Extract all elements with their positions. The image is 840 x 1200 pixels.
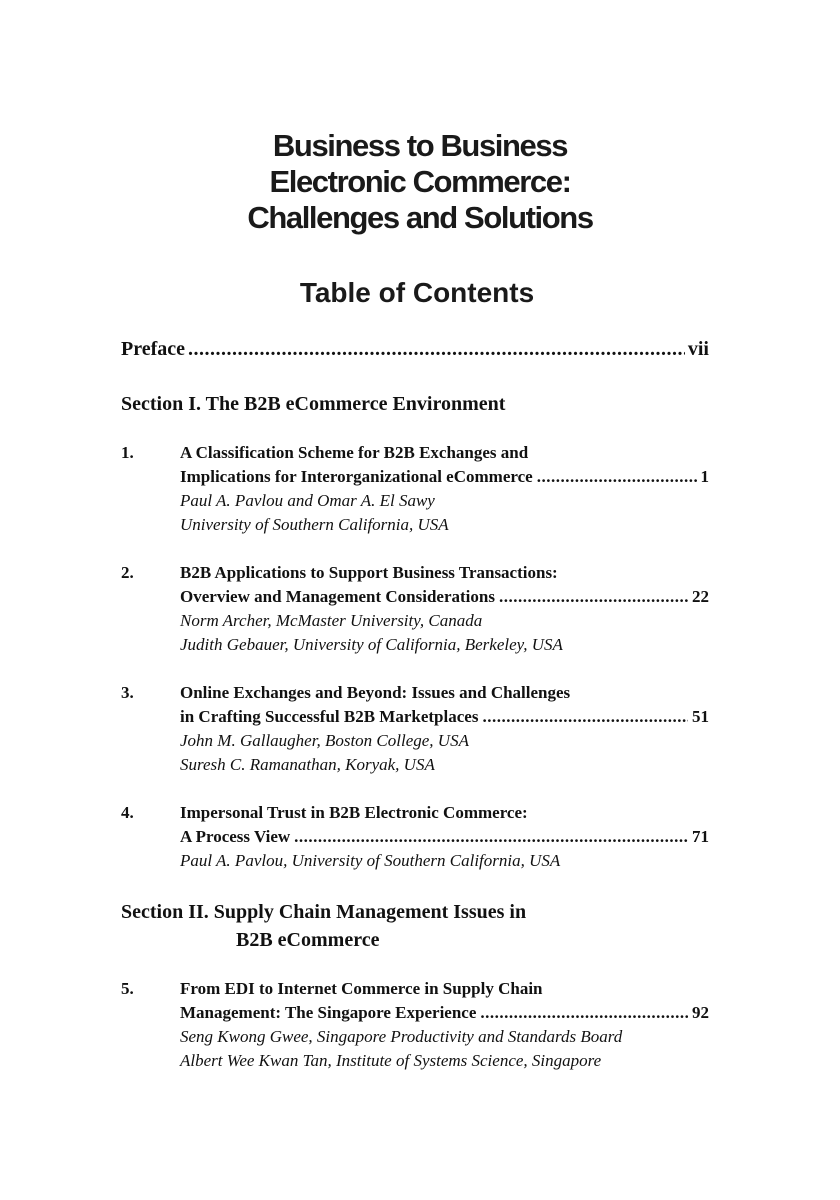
- dot-leader: [294, 825, 688, 849]
- chapter-author: University of Southern California, USA: [180, 515, 449, 534]
- dot-leader: [480, 1001, 688, 1025]
- book-title-line: Challenges and Solutions: [247, 200, 593, 235]
- toc-entry: [121, 561, 709, 657]
- chapter-title-line: From EDI to Internet Commerce in Supply Chain: [180, 979, 543, 998]
- toc-entry: [121, 441, 709, 537]
- chapter-number: 2.: [121, 563, 134, 582]
- chapter-title-line: [180, 825, 709, 849]
- chapter-title-text: Management: The Singapore Experience: [180, 1003, 477, 1022]
- chapter-page-number: 51: [692, 707, 709, 726]
- chapter-title-line: Online Exchanges and Beyond: Issues and Challenges: [180, 683, 571, 702]
- dot-leader: [537, 465, 697, 489]
- chapter-page-number: 71: [692, 827, 709, 846]
- chapter-author: Suresh C. Ramanathan, Koryak, USA: [180, 755, 435, 774]
- dot-leader: [188, 336, 685, 362]
- book-title-line: Business to Business: [272, 128, 568, 163]
- chapter-title-line: [180, 1001, 709, 1025]
- chapter-author: Norm Archer, McMaster University, Canada: [180, 611, 483, 630]
- chapter-title-text: A Process View: [180, 827, 291, 846]
- chapter-author: Judith Gebauer, University of California, Berkeley, USA: [180, 635, 563, 654]
- chapter-title-text: Overview and Management Considerations: [180, 587, 495, 606]
- book-title: [0, 128, 840, 236]
- chapter-number: 4.: [121, 803, 134, 822]
- book-title-line: Electronic Commerce:: [269, 164, 571, 199]
- chapter-number: 1.: [121, 443, 134, 462]
- section-heading: [121, 898, 721, 954]
- preface-label: Preface: [121, 338, 186, 360]
- chapter-title-line: B2B Applications to Support Business Transactions:: [180, 563, 558, 582]
- chapter-number: 5.: [121, 979, 134, 998]
- toc-entry: [121, 681, 709, 777]
- toc-entry: [121, 801, 709, 873]
- chapter-title-text: in Crafting Successful B2B Marketplaces: [180, 707, 479, 726]
- chapter-author: John M. Gallaugher, Boston College, USA: [180, 731, 469, 750]
- chapter-page-number: 22: [692, 587, 709, 606]
- chapter-title-line: Impersonal Trust in B2B Electronic Commerce:: [180, 803, 528, 822]
- section-heading-line: B2B eCommerce: [236, 929, 380, 951]
- chapter-page-number: 1: [700, 467, 709, 486]
- chapter-title-line: [180, 705, 709, 729]
- chapter-author: Paul A. Pavlou, University of Southern California, USA: [180, 851, 561, 870]
- chapter-title-line: [180, 465, 709, 489]
- dot-leader: [482, 705, 688, 729]
- toc-heading: Table of Contents: [299, 277, 535, 308]
- chapter-title-line: [180, 585, 709, 609]
- chapter-title-text: Implications for Interorganizational eCommerce: [180, 467, 533, 486]
- section-heading-line: Section I. The B2B eCommerce Environment: [121, 393, 506, 415]
- chapter-author: Seng Kwong Gwee, Singapore Productivity and Standards Board: [180, 1027, 623, 1046]
- toc-preface-entry: [121, 336, 709, 362]
- chapter-number: 3.: [121, 683, 134, 702]
- dot-leader: [499, 585, 688, 609]
- chapter-author: Albert Wee Kwan Tan, Institute of Systems Science, Singapore: [180, 1051, 602, 1070]
- section-heading: [121, 390, 721, 418]
- section-heading-line: Section II. Supply Chain Management Issues in: [121, 901, 527, 923]
- toc-entry: [121, 977, 709, 1073]
- chapter-author: Paul A. Pavlou and Omar A. El Sawy: [180, 491, 435, 510]
- chapter-page-number: 92: [692, 1003, 709, 1022]
- preface-page-number: vii: [687, 338, 709, 360]
- chapter-title-line: A Classification Scheme for B2B Exchanges and: [180, 443, 529, 462]
